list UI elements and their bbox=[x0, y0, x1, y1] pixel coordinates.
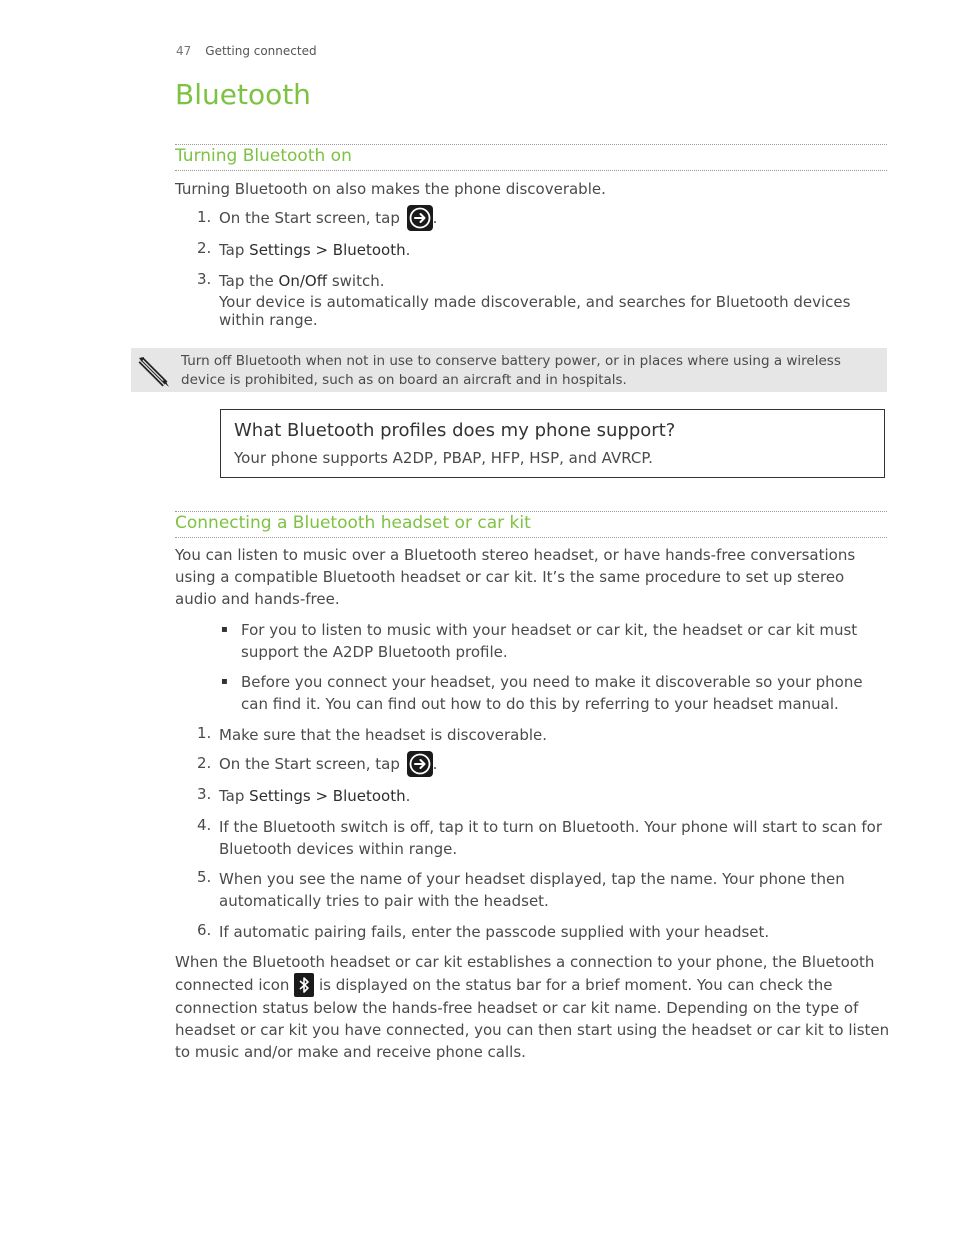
step-text: If the Bluetooth switch is off, tap it to turn on Bluetooth. Your phone will start to scan for Bluetooth devices within range. bbox=[219, 818, 882, 858]
step-text: Make sure that the headset is discoverable. bbox=[219, 726, 548, 744]
step-number: 2. bbox=[197, 239, 212, 257]
step-text: When you see the name of your headset displayed, tap the name. Your phone then automatically tries to pair with the headset. bbox=[219, 870, 845, 910]
step-number: 3. bbox=[197, 785, 212, 803]
switch-name: On/Off bbox=[278, 272, 328, 290]
step-text bbox=[219, 270, 887, 292]
step-number: 1. bbox=[197, 724, 212, 742]
note-text: Turn off Bluetooth when not in use to conserve battery power, or in places where using a wireless device is prohibited, such as on board an aircraft and in hospitals. bbox=[181, 353, 841, 388]
arrow-right-icon bbox=[407, 205, 433, 231]
step-text: If automatic pairing fails, enter the passcode supplied with your headset. bbox=[219, 923, 770, 941]
header-section: Getting connected bbox=[205, 44, 317, 58]
section-rule bbox=[175, 144, 887, 145]
step-number: 1. bbox=[197, 208, 212, 226]
step-text-after: . bbox=[432, 755, 438, 773]
step-detail: Your device is automatically made discoverable, and searches for Bluetooth devices within range. bbox=[219, 293, 851, 329]
closing-paragraph bbox=[175, 951, 891, 1063]
page-title: Bluetooth bbox=[175, 78, 311, 111]
step-text bbox=[219, 785, 887, 807]
bluetooth-icon bbox=[294, 973, 314, 997]
closing-text-before: When the Bluetooth headset or car kit establishes a connection to your phone, the Bluetooth connected icon bbox=[175, 953, 875, 994]
bullet-marker: ▪ bbox=[221, 676, 228, 687]
section-rule bbox=[175, 170, 887, 171]
pencil-icon bbox=[137, 354, 171, 392]
section-heading-headset: Connecting a Bluetooth headset or car kit bbox=[175, 513, 531, 533]
step-text-before: On the Start screen, tap bbox=[219, 209, 405, 227]
section1-intro: Turning Bluetooth on also makes the phone discoverable. bbox=[175, 180, 606, 198]
section-rule bbox=[175, 537, 887, 538]
step-post: . bbox=[405, 241, 411, 259]
step-text-after: . bbox=[432, 209, 438, 227]
bullet-text: Before you connect your headset, you need to make it discoverable so your phone can find it. You can find out how to do this by referring to your headset manual. bbox=[241, 673, 863, 713]
step-pre: Tap bbox=[219, 787, 250, 805]
step-text bbox=[219, 751, 887, 777]
arrow-right-icon bbox=[407, 751, 433, 777]
step-text bbox=[219, 239, 887, 261]
step-post: switch. bbox=[327, 272, 385, 290]
section-heading-turning-on: Turning Bluetooth on bbox=[175, 146, 352, 166]
step-number: 3. bbox=[197, 270, 212, 288]
step-pre: Tap the bbox=[219, 272, 279, 290]
section-rule bbox=[175, 511, 887, 512]
page-number: 47 bbox=[176, 44, 192, 58]
step-text bbox=[219, 205, 887, 231]
step-number: 2. bbox=[197, 754, 212, 772]
menu-path: Settings > Bluetooth bbox=[249, 241, 406, 259]
bullet-marker: ▪ bbox=[221, 624, 228, 635]
info-box-title: What Bluetooth profiles does my phone support? bbox=[234, 420, 676, 441]
page-header bbox=[176, 44, 317, 58]
closing-text-after: is displayed on the status bar for a brief moment. You can check the connection status below the hands-free headset or car kit name. Depending on the type of headset or car kit you have connected, you can then start using the headset or car kit to listen to music and/or make and receive phone calls. bbox=[175, 976, 890, 1061]
step-text-before: On the Start screen, tap bbox=[219, 755, 405, 773]
menu-path: Settings > Bluetooth bbox=[249, 787, 406, 805]
step-number: 5. bbox=[197, 868, 212, 886]
step-number: 4. bbox=[197, 816, 212, 834]
step-post: . bbox=[405, 787, 411, 805]
section2-intro: You can listen to music over a Bluetooth stereo headset, or have hands-free conversations using a compatible Bluetooth headset or car kit. It’s the same procedure to set up stereo audio and hands-free. bbox=[175, 546, 856, 608]
step-pre: Tap bbox=[219, 241, 250, 259]
info-box-text: Your phone supports A2DP, PBAP, HFP, HSP, and AVRCP. bbox=[234, 449, 653, 467]
step-number: 6. bbox=[197, 921, 212, 939]
bullet-text: For you to listen to music with your headset or car kit, the headset or car kit must support the A2DP Bluetooth profile. bbox=[241, 621, 858, 661]
